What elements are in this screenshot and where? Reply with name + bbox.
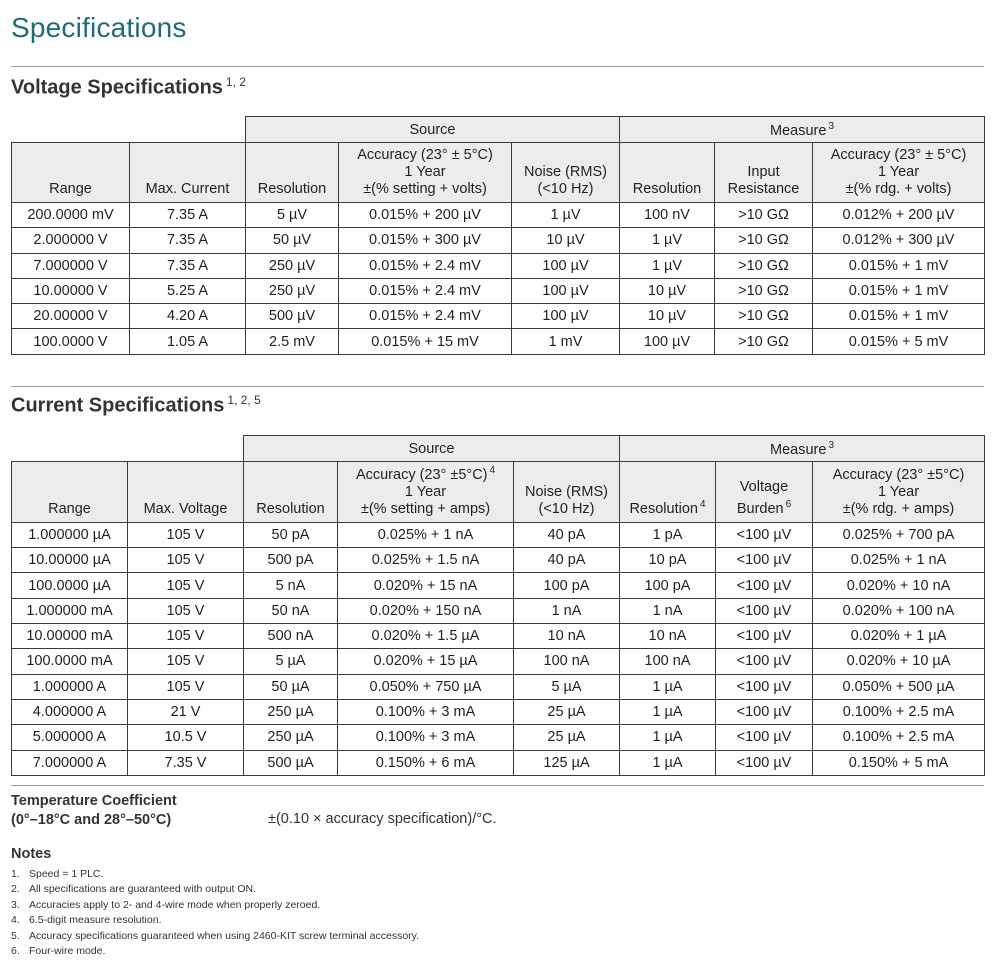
table-cell: 10.00000 µA	[12, 548, 128, 573]
table-cell: 1 µV	[620, 253, 715, 278]
table-cell: 0.015% + 1 mV	[813, 304, 985, 329]
table-cell: 10 µV	[620, 278, 715, 303]
table-row	[12, 674, 985, 699]
divider	[11, 785, 984, 786]
col-measure-resolution: Resolution	[620, 143, 715, 203]
table-cell: 1 µA	[620, 725, 716, 750]
col-noise: Noise (RMS) (<10 Hz)	[514, 462, 620, 523]
col-input-resistance: Input Resistance	[715, 143, 813, 203]
table-row	[12, 624, 985, 649]
table-cell: 105 V	[128, 649, 244, 674]
table-row	[12, 278, 985, 303]
table-cell: 0.015% + 5 mV	[813, 329, 985, 354]
table-cell: 4.000000 A	[12, 699, 128, 724]
current-column-header-row	[12, 462, 985, 523]
note-number: 1.	[11, 868, 20, 880]
note-item	[11, 913, 419, 928]
voltage-group-header-row	[12, 117, 985, 143]
table-cell: 10.00000 V	[12, 278, 130, 303]
table-cell: 1 mV	[512, 329, 620, 354]
table-cell: 40 pA	[514, 548, 620, 573]
table-cell: 1.000000 µA	[12, 522, 128, 547]
table-cell: >10 GΩ	[715, 228, 813, 253]
table-cell: 100 pA	[620, 573, 716, 598]
col-voltage-burden: Voltage Burden $^6$	[716, 462, 813, 523]
table-row	[12, 573, 985, 598]
table-cell: 0.020% + 100 nA	[813, 598, 985, 623]
table-cell: 0.015% + 300 µV	[339, 228, 512, 253]
table-cell: 105 V	[128, 522, 244, 547]
table-cell: 105 V	[128, 573, 244, 598]
table-cell: 1.000000 mA	[12, 598, 128, 623]
table-cell: 250 µV	[246, 278, 339, 303]
voltage-spec-table	[11, 116, 985, 355]
table-cell: <100 µV	[716, 548, 813, 573]
table-cell: 10 µV	[512, 228, 620, 253]
table-cell: 0.050% + 750 µA	[338, 674, 514, 699]
note-number: 3.	[11, 898, 20, 911]
table-cell: 25 µA	[514, 725, 620, 750]
table-cell: 105 V	[128, 624, 244, 649]
col-measure-accuracy: Accuracy (23° ± 5°C) 1 Year ±(% rdg. + volts)	[813, 143, 985, 203]
col-source-resolution: Resolution	[246, 143, 339, 203]
table-cell: 0.020% + 10 nA	[813, 573, 985, 598]
table-cell: 105 V	[128, 548, 244, 573]
table-cell: <100 µV	[716, 674, 813, 699]
table-cell: 2.000000 V	[12, 228, 130, 253]
table-cell: <100 µV	[716, 573, 813, 598]
table-cell: >10 GΩ	[715, 329, 813, 354]
table-cell: 25 µA	[514, 699, 620, 724]
measure-footnote: 3	[828, 439, 834, 451]
col-measure-accuracy: Accuracy (23° ±5°C) 1 Year ±(% rdg. + amps)	[813, 462, 985, 523]
table-cell: 0.100% + 3 mA	[338, 725, 514, 750]
note-item	[11, 898, 419, 913]
note-number: 2.	[11, 883, 20, 896]
table-row	[12, 750, 985, 775]
page-title: Specifications	[11, 12, 187, 43]
table-cell: 0.015% + 1 mV	[813, 278, 985, 303]
table-row	[12, 725, 985, 750]
col-source-resolution: Resolution	[244, 462, 338, 523]
table-cell: 1 nA	[514, 598, 620, 623]
table-cell: 250 µA	[244, 725, 338, 750]
table-cell: 0.150% + 5 mA	[813, 750, 985, 775]
table-row	[12, 522, 985, 547]
table-cell: >10 GΩ	[715, 278, 813, 303]
table-cell: 50 nA	[244, 598, 338, 623]
table-cell: 50 µV	[246, 228, 339, 253]
col-source-accuracy: Accuracy (23° ±5°C) $^4$ 1 Year ±(% setting + amps)	[338, 462, 514, 523]
table-cell: 0.100% + 3 mA	[338, 699, 514, 724]
table-cell: 100.0000 V	[12, 329, 130, 354]
table-cell: 7.35 A	[130, 203, 246, 228]
table-cell: 0.025% + 700 pA	[813, 522, 985, 547]
voltage-measure-group	[620, 117, 985, 143]
table-cell: 4.20 A	[130, 304, 246, 329]
table-cell: 125 µA	[514, 750, 620, 775]
table-cell: 1 µA	[620, 674, 716, 699]
table-cell: 10 nA	[514, 624, 620, 649]
table-cell: 0.025% + 1 nA	[338, 522, 514, 547]
table-cell: <100 µV	[716, 649, 813, 674]
table-cell: 0.012% + 200 µV	[813, 203, 985, 228]
voltage-source-group: Source	[246, 117, 620, 143]
current-group-header-row	[12, 436, 985, 462]
table-row	[12, 228, 985, 253]
notes-title: Notes	[11, 846, 52, 862]
table-cell: 200.0000 mV	[12, 203, 130, 228]
table-cell: 100 nV	[620, 203, 715, 228]
table-cell: 7.000000 A	[12, 750, 128, 775]
table-row	[12, 203, 985, 228]
table-cell: <100 µV	[716, 522, 813, 547]
header-spacer	[12, 117, 246, 143]
table-cell: 50 µA	[244, 674, 338, 699]
divider	[11, 386, 984, 387]
table-cell: 10 nA	[620, 624, 716, 649]
current-spec-table	[11, 435, 985, 776]
current-table-body	[12, 522, 985, 775]
voltage-title-text: Voltage Specifications	[11, 76, 223, 99]
table-cell: 7.35 V	[128, 750, 244, 775]
table-cell: 0.100% + 2.5 mA	[813, 699, 985, 724]
table-cell: 5 µA	[244, 649, 338, 674]
col-max-voltage: Max. Voltage	[128, 462, 244, 523]
notes-list	[11, 867, 419, 959]
table-cell: 1 nA	[620, 598, 716, 623]
table-cell: 0.050% + 500 µA	[813, 674, 985, 699]
note-number: 5.	[11, 929, 20, 942]
table-cell: 0.025% + 1 nA	[813, 548, 985, 573]
table-cell: 105 V	[128, 674, 244, 699]
table-row	[12, 253, 985, 278]
table-cell: 40 pA	[514, 522, 620, 547]
current-source-group: Source	[244, 436, 620, 462]
table-cell: 100.0000 µA	[12, 573, 128, 598]
table-cell: 100 nA	[514, 649, 620, 674]
current-section-title	[11, 393, 261, 418]
col-max-current: Max. Current	[130, 143, 246, 203]
table-cell: 250 µA	[244, 699, 338, 724]
table-cell: 0.020% + 15 nA	[338, 573, 514, 598]
table-cell: 100 pA	[514, 573, 620, 598]
table-row	[12, 649, 985, 674]
table-cell: 0.015% + 1 mV	[813, 253, 985, 278]
table-cell: 1 µV	[512, 203, 620, 228]
table-cell: 500 pA	[244, 548, 338, 573]
table-cell: 500 nA	[244, 624, 338, 649]
table-cell: 1.05 A	[130, 329, 246, 354]
table-cell: 105 V	[128, 598, 244, 623]
col-range: Range	[12, 462, 128, 523]
current-title-text: Current Specifications	[11, 394, 225, 417]
col-range: Range	[12, 143, 130, 203]
table-cell: 0.015% + 15 mV	[339, 329, 512, 354]
table-cell: 0.020% + 1.5 µA	[338, 624, 514, 649]
table-cell: 10 pA	[620, 548, 716, 573]
voltage-title-footnote: 1, 2	[225, 75, 246, 89]
table-row	[12, 699, 985, 724]
table-row	[12, 548, 985, 573]
table-cell: 5.000000 A	[12, 725, 128, 750]
note-text: 6.5-digit measure resolution.	[29, 914, 162, 927]
table-row	[12, 304, 985, 329]
table-cell: 0.020% + 15 µA	[338, 649, 514, 674]
table-cell: 2.5 mV	[246, 329, 339, 354]
table-cell: 1 pA	[620, 522, 716, 547]
measure-label: Measure	[770, 122, 827, 139]
temperature-coefficient-label: Temperature Coefficient (0°–18°C and 28°–50°C)	[11, 793, 177, 828]
table-cell: 500 µV	[246, 304, 339, 329]
table-cell: 0.025% + 1.5 nA	[338, 548, 514, 573]
note-number: 6.	[11, 945, 20, 958]
note-text: All specifications are guaranteed with output ON.	[29, 883, 257, 896]
note-number: 4.	[11, 914, 20, 927]
table-cell: 0.100% + 2.5 mA	[813, 725, 985, 750]
note-item	[11, 929, 419, 944]
table-cell: 5.25 A	[130, 278, 246, 303]
table-cell: 0.020% + 150 nA	[338, 598, 514, 623]
note-text: Accuracy specifications guaranteed when using 2460-KIT screw terminal accessory.	[29, 929, 420, 942]
voltage-table-body	[12, 203, 985, 355]
table-cell: 20.00000 V	[12, 304, 130, 329]
note-item	[11, 944, 419, 959]
table-cell: 100 µV	[512, 253, 620, 278]
table-cell: 5 µV	[246, 203, 339, 228]
note-item	[11, 867, 419, 882]
note-item	[11, 882, 419, 897]
table-cell: <100 µV	[716, 624, 813, 649]
table-cell: 10 µV	[620, 304, 715, 329]
table-cell: <100 µV	[716, 699, 813, 724]
table-cell: 21 V	[128, 699, 244, 724]
table-cell: 250 µV	[246, 253, 339, 278]
table-cell: 7.35 A	[130, 253, 246, 278]
temperature-coefficient-value: ±(0.10 × accuracy specification)/°C.	[268, 811, 497, 827]
table-cell: 0.015% + 2.4 mV	[339, 304, 512, 329]
table-cell: 100 µV	[512, 278, 620, 303]
voltage-section-title	[11, 75, 246, 100]
table-cell: 500 µA	[244, 750, 338, 775]
table-cell: 100 nA	[620, 649, 716, 674]
table-cell: 0.020% + 1 µA	[813, 624, 985, 649]
table-cell: 10.00000 mA	[12, 624, 128, 649]
table-cell: 7.35 A	[130, 228, 246, 253]
table-cell: <100 µV	[716, 725, 813, 750]
note-text: Speed = 1 PLC.	[29, 868, 104, 880]
table-row	[12, 329, 985, 354]
table-cell: 100.0000 mA	[12, 649, 128, 674]
table-cell: 1 µA	[620, 699, 716, 724]
table-cell: 1 µV	[620, 228, 715, 253]
col-measure-resolution: Resolution $^4$	[620, 462, 716, 523]
col-source-accuracy: Accuracy (23° ± 5°C) 1 Year ±(% setting + volts)	[339, 143, 512, 203]
table-cell: 5 µA	[514, 674, 620, 699]
measure-label: Measure	[770, 441, 827, 458]
table-cell: >10 GΩ	[715, 304, 813, 329]
table-row	[12, 598, 985, 623]
table-cell: 0.020% + 10 µA	[813, 649, 985, 674]
table-cell: 0.150% + 6 mA	[338, 750, 514, 775]
table-cell: 0.012% + 300 µV	[813, 228, 985, 253]
current-title-footnote: 1, 2, 5	[227, 393, 261, 407]
table-cell: >10 GΩ	[715, 203, 813, 228]
header-spacer	[12, 436, 244, 462]
voltage-column-header-row	[12, 143, 985, 203]
table-cell: 10.5 V	[128, 725, 244, 750]
table-cell: <100 µV	[716, 598, 813, 623]
table-cell: 1.000000 A	[12, 674, 128, 699]
table-cell: 1 µA	[620, 750, 716, 775]
note-text: Accuracies apply to 2- and 4-wire mode when properly zeroed.	[29, 898, 321, 911]
table-cell: 0.015% + 200 µV	[339, 203, 512, 228]
table-cell: 100 µV	[620, 329, 715, 354]
divider	[11, 66, 984, 67]
table-cell: >10 GΩ	[715, 253, 813, 278]
col-noise: Noise (RMS) (<10 Hz)	[512, 143, 620, 203]
measure-footnote: 3	[828, 120, 834, 132]
table-cell: 100 µV	[512, 304, 620, 329]
current-measure-group	[620, 436, 985, 462]
table-cell: 50 pA	[244, 522, 338, 547]
table-cell: <100 µV	[716, 750, 813, 775]
table-cell: 5 nA	[244, 573, 338, 598]
table-cell: 7.000000 V	[12, 253, 130, 278]
table-cell: 0.015% + 2.4 mV	[339, 278, 512, 303]
note-text: Four-wire mode.	[29, 945, 106, 958]
table-cell: 0.015% + 2.4 mV	[339, 253, 512, 278]
